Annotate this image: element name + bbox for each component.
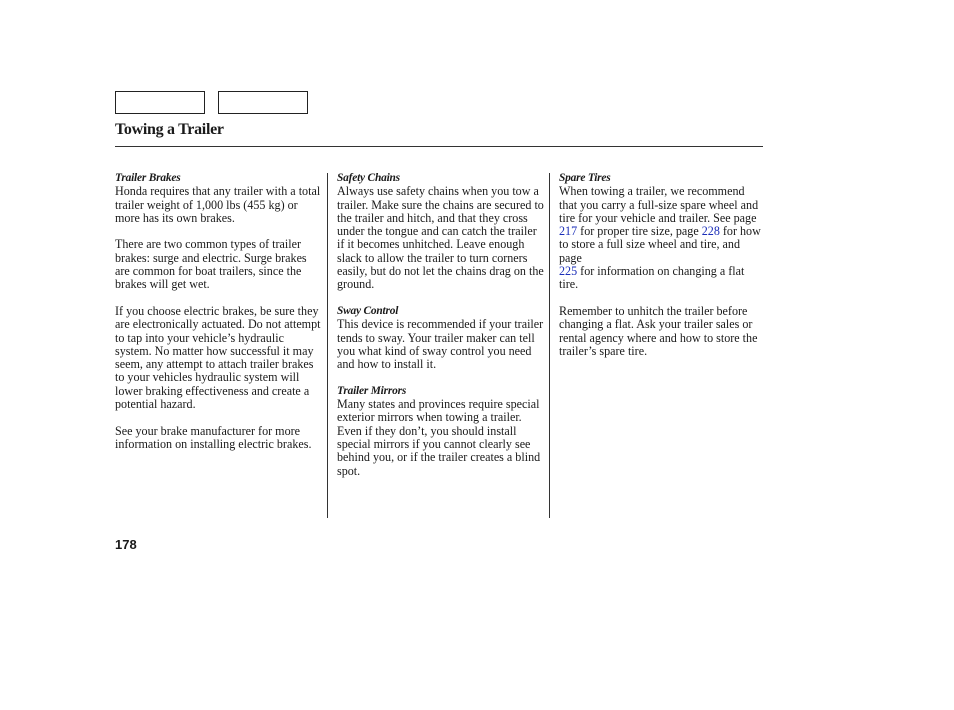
paragraph-sway-control: This device is recommended if your trailer tends to sway. Your trailer maker can tell you what kind of sway control you need and how to install it. (337, 317, 544, 372)
spare-tires-text-a: When towing a trailer, we recommend that you carry a full-size spare wheel and tire for your vehicle and trailer. See page (559, 184, 759, 225)
page-number: 178 (115, 537, 137, 552)
column-divider-2 (549, 173, 550, 518)
paragraph-trailer-brakes-2: There are two common types of trailer brakes: surge and electric. Surge brakes are common for boat trailers, since the brakes will get wet. (115, 237, 307, 292)
heading-spare-tires: Spare Tires (559, 172, 611, 184)
column-3 (559, 172, 763, 358)
page-link-225[interactable]: 225 (559, 264, 578, 279)
spare-tires-text-b: for proper tire size, page (577, 224, 702, 239)
column-2 (337, 172, 545, 478)
nav-box-right[interactable] (218, 91, 308, 114)
heading-trailer-brakes: Trailer Brakes (115, 172, 181, 184)
title-rule (115, 146, 763, 147)
paragraph-trailer-mirrors: Many states and provinces require special exterior mirrors when towing a trailer. Even if they don’t, you should install special mirrors if you cannot clearly see behind you, or if the trailer creates a blind spot. (337, 397, 541, 478)
paragraph-spare-tires-2: Remember to unhitch the trailer before changing a flat. Ask your trailer sales or rental agency where and how to store the trailer’s spare tire. (559, 303, 758, 358)
page-link-217[interactable]: 217 (559, 224, 578, 239)
spare-tires-text-d: for information on changing a flat tire. (559, 264, 745, 292)
spare-tires-text-c: for how to store a full size wheel and tire, and page (559, 224, 761, 265)
heading-safety-chains: Safety Chains (337, 172, 400, 184)
paragraph-trailer-brakes-3: If you choose electric brakes, be sure they are electronically actuated. Do not attempt to tap into your vehicle’s hydraulic system. No matter how successful it may seem, any attempt to attach trailer brakes to your vehicles hydraulic system will lower braking effectiveness and create a potential hazard. (115, 303, 321, 412)
page-title: Towing a Trailer (115, 121, 224, 138)
paragraph-trailer-brakes-4: See your brake manufacturer for more information on installing electric brakes. (115, 423, 312, 451)
page-link-228[interactable]: 228 (701, 224, 720, 239)
paragraph-trailer-brakes-1: Honda requires that any trailer with a total trailer weight of 1,000 lbs (455 kg) or more has its own brakes. (115, 184, 321, 225)
column-1 (115, 172, 323, 451)
paragraph-spare-tires-1 (559, 185, 763, 291)
heading-trailer-mirrors: Trailer Mirrors (337, 384, 407, 397)
heading-sway-control: Sway Control (337, 304, 399, 317)
column-divider-1 (327, 173, 328, 518)
paragraph-safety-chains: Always use safety chains when you tow a trailer. Make sure the chains are secured to the trailer and hitch, and that they cross under the tongue and can catch the trailer if it becomes unhitched. Leave enough slack to allow the trailer to turn corners easily, but do not let the chains drag on the ground. (337, 184, 544, 292)
nav-box-left[interactable] (115, 91, 205, 114)
